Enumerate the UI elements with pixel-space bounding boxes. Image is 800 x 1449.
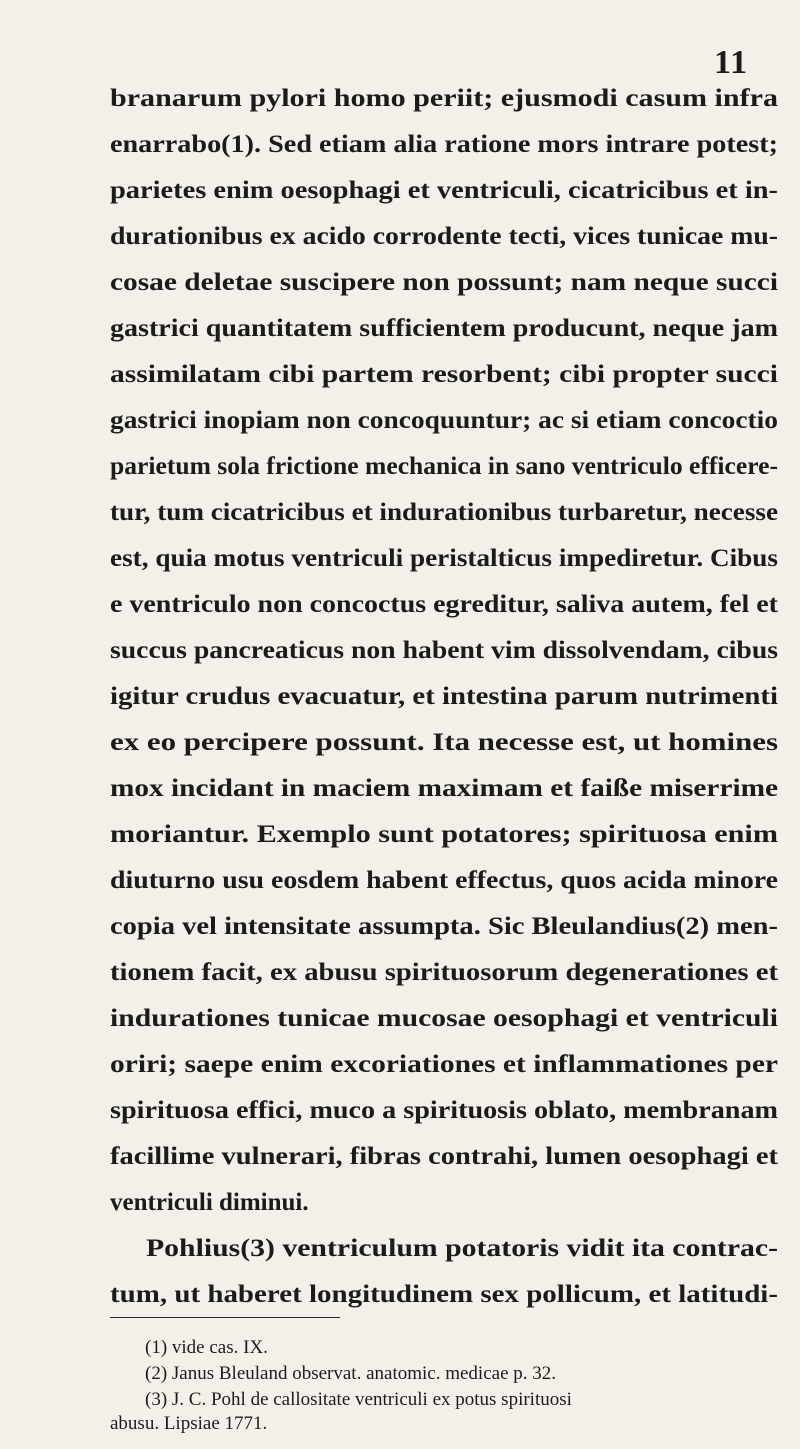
footnote-3-continued: abusu. Lipsiae 1771. <box>110 1413 268 1434</box>
text-line: facillime vulnerari, fibras contrahi, lumen oesophagi et <box>110 1143 778 1170</box>
text-line: moriantur. Exemplo sunt potatores; spirituosa enim <box>110 821 778 848</box>
text-line: oriri; saepe enim excoriationes et inflammationes per <box>110 1051 778 1078</box>
text-line: gastrici quantitatem sufficientem producunt, neque jam <box>110 315 778 342</box>
text-line: diuturno usu eosdem habent effectus, quos acida minore <box>110 867 778 894</box>
text-line: parietes enim oesophagi et ventriculi, cicatricibus et in- <box>110 177 778 204</box>
text-line: est, quia motus ventriculi peristalticus impediretur. Cibus <box>110 545 778 572</box>
text-line: assimilatam cibi partem resorbent; cibi propter succi <box>110 361 778 388</box>
text-line: spirituosa effici, muco a spirituosis oblato, membranam <box>110 1097 778 1124</box>
text-line: succus pancreaticus non habent vim dissolvendam, cibus <box>110 637 778 664</box>
text-line: ex eo percipere possunt. Ita necesse est, ut homines <box>110 729 778 756</box>
text-line: ventriculi diminui. <box>110 1189 309 1216</box>
text-line: igitur crudus evacuatur, et intestina parum nutrimenti <box>110 683 778 710</box>
text-line: cosae deletae suscipere non possunt; nam neque succi <box>110 269 778 296</box>
text-line: durationibus ex acido corrodente tecti, vices tunicae mu- <box>110 223 778 250</box>
text-line: gastrici inopiam non concoquuntur; ac si etiam concoctio <box>110 407 778 434</box>
text-line: tum, ut haberet longitudinem sex pollicum, et latitudi- <box>110 1281 778 1308</box>
page-number: 11 <box>714 44 749 81</box>
footnote-2: (2) Janus Bleuland observat. anatomic. medicae p. 32. <box>145 1363 557 1384</box>
footnote-1: (1) vide cas. IX. <box>145 1337 268 1358</box>
text-line: Pohlius(3) ventriculum potatoris vidit ita contrac- <box>146 1235 778 1262</box>
text-line: mox incidant in maciem maximam et faiße miserrime <box>110 775 778 802</box>
text-line: enarrabo(1). Sed etiam alia ratione mors intrare potest; <box>110 131 778 158</box>
text-line: tur, tum cicatricibus et indurationibus turbaretur, necesse <box>110 499 778 526</box>
text-line: parietum sola frictione mechanica in sano ventriculo efficere- <box>110 453 778 480</box>
footnote-3: (3) J. C. Pohl de callositate ventriculi ex potus spirituosi <box>145 1389 572 1410</box>
text-line: tionem facit, ex abusu spirituosorum degenerationes et <box>110 959 778 986</box>
text-line: copia vel intensitate assumpta. Sic Bleulandius(2) men- <box>110 913 778 940</box>
footnote-divider <box>110 1317 340 1318</box>
text-line: e ventriculo non concoctus egreditur, saliva autem, fel et <box>110 591 778 618</box>
text-line: branarum pylori homo periit; ejusmodi casum infra <box>110 85 778 112</box>
text-line: indurationes tunicae mucosae oesophagi et ventriculi <box>110 1005 778 1032</box>
